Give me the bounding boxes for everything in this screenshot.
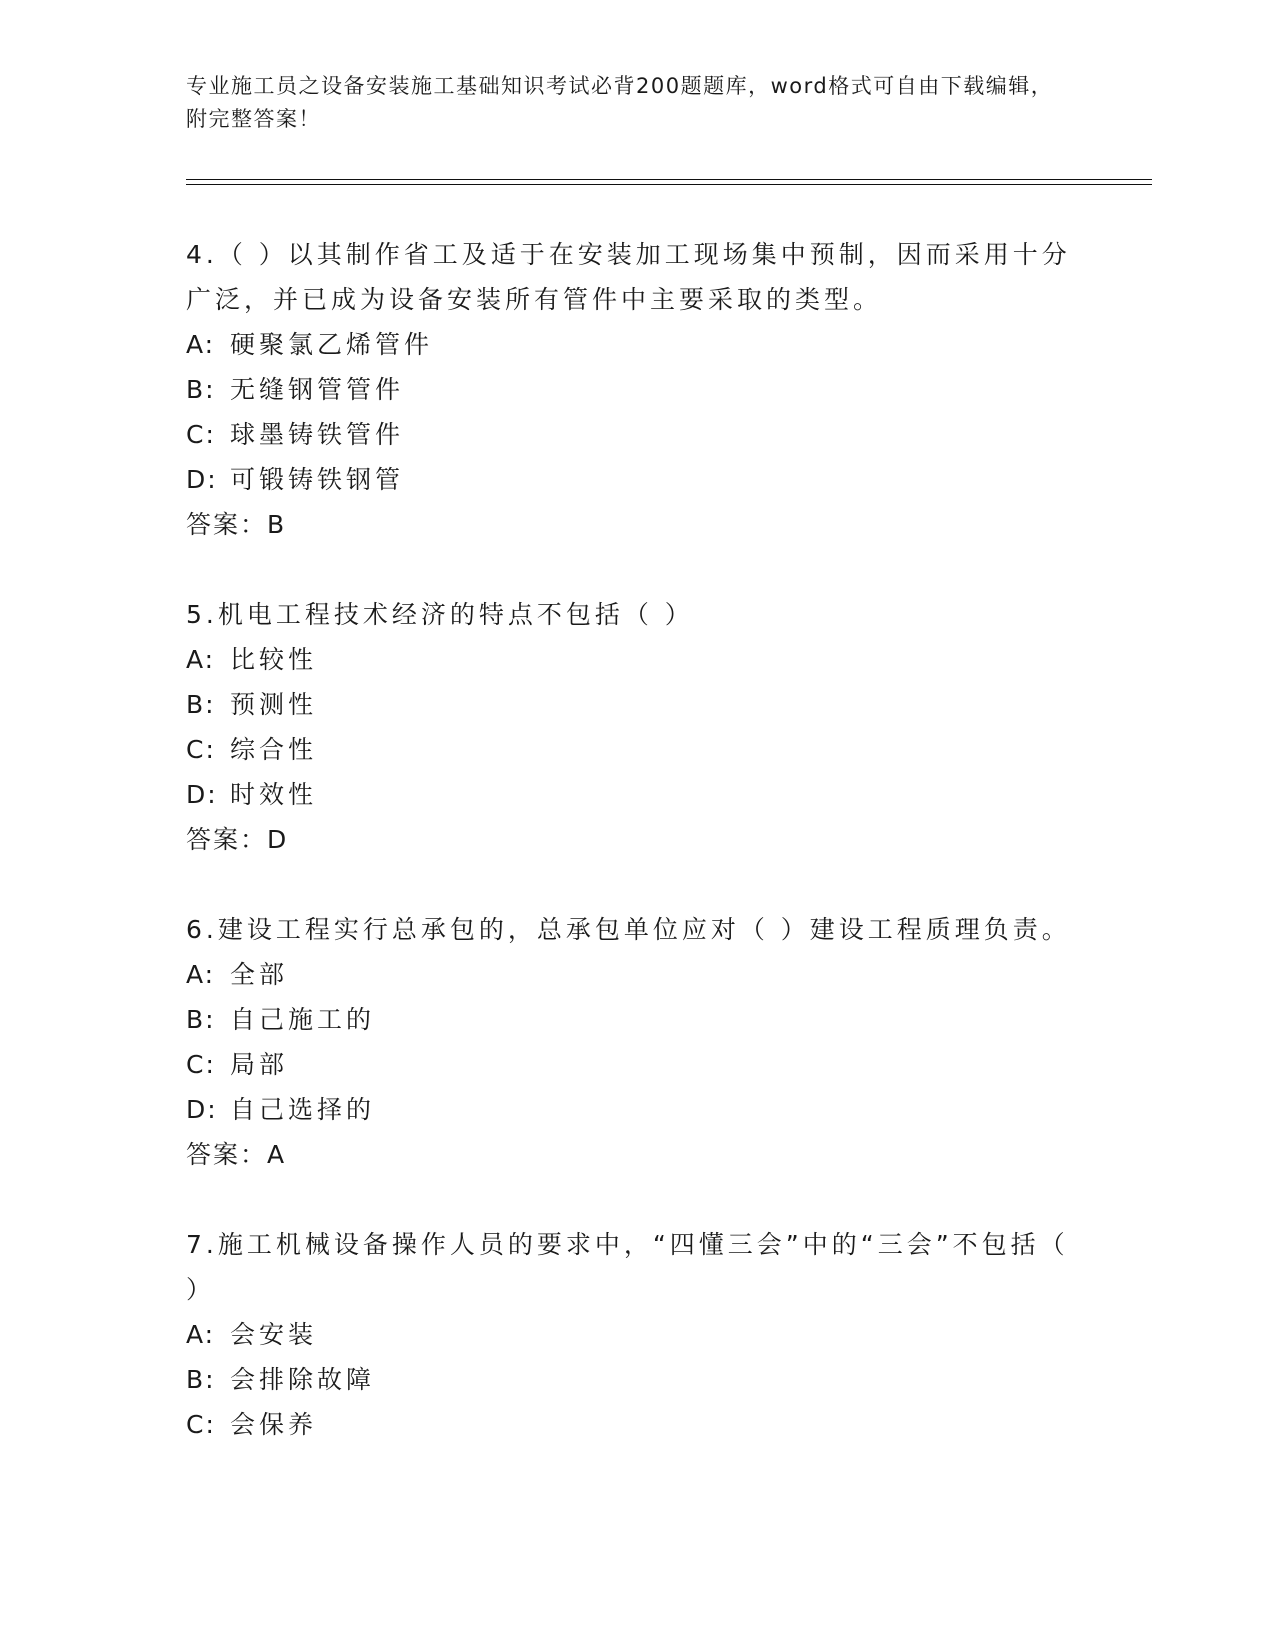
option-text: 会保养 — [230, 1410, 318, 1439]
question-4 — [186, 232, 1086, 547]
question-stem: 4.（ ）以其制作省工及适于在安装加工现场集中预制，因而采用十分广泛，并已成为设备安装所有管件中主要采取的类型。 — [186, 240, 1071, 314]
option-letter: C: — [186, 735, 216, 764]
question-6 — [186, 907, 1086, 1177]
question-5 — [186, 592, 1086, 862]
option-c — [186, 412, 1086, 457]
option-letter: C: — [186, 420, 216, 449]
option-a — [186, 952, 1086, 997]
option-b — [186, 1357, 1086, 1402]
option-b — [186, 682, 1086, 727]
option-letter: B: — [186, 375, 216, 404]
option-text: 全部 — [230, 960, 289, 989]
option-c — [186, 1402, 1086, 1447]
option-letter: C: — [186, 1050, 216, 1079]
option-a — [186, 322, 1086, 367]
option-text: 时效性 — [230, 780, 318, 809]
option-b — [186, 997, 1086, 1042]
option-text: 综合性 — [230, 735, 318, 764]
question-list — [186, 232, 1086, 1492]
option-d — [186, 1087, 1086, 1132]
question-stem: 5.机电工程技术经济的特点不包括（ ） — [186, 600, 694, 629]
option-letter: A: — [186, 1320, 216, 1349]
option-b — [186, 367, 1086, 412]
option-letter: A: — [186, 330, 216, 359]
option-c — [186, 727, 1086, 772]
option-d — [186, 457, 1086, 502]
option-text: 比较性 — [230, 645, 318, 674]
option-text: 可锻铸铁钢管 — [230, 465, 405, 494]
option-letter: A: — [186, 645, 216, 674]
question-7 — [186, 1222, 1086, 1447]
answer-line: 答案：D — [186, 825, 289, 854]
option-text: 会安装 — [230, 1320, 318, 1349]
option-c — [186, 1042, 1086, 1087]
option-text: 会排除故障 — [230, 1365, 376, 1394]
answer-line: 答案：B — [186, 510, 287, 539]
option-text: 局部 — [230, 1050, 289, 1079]
option-letter: D: — [186, 1095, 218, 1124]
option-letter: D: — [186, 465, 218, 494]
question-stem: 6.建设工程实行总承包的，总承包单位应对（ ）建设工程质理负责。 — [186, 915, 1071, 944]
question-stem: 7.施工机械设备操作人员的要求中，“四懂三会”中的“三会”不包括（ ） — [186, 1230, 1069, 1304]
document-header: 专业施工员之设备安装施工基础知识考试必背200题题库，word格式可自由下载编辑，附完整答案！ — [186, 74, 1054, 131]
option-letter: D: — [186, 780, 218, 809]
option-letter: A: — [186, 960, 216, 989]
header-divider-top — [186, 179, 1152, 180]
option-text: 预测性 — [230, 690, 318, 719]
option-text: 球墨铸铁管件 — [230, 420, 405, 449]
option-letter: B: — [186, 1005, 216, 1034]
option-letter: B: — [186, 1365, 216, 1394]
option-text: 自己施工的 — [230, 1005, 376, 1034]
answer-line: 答案：A — [186, 1140, 287, 1169]
option-d — [186, 772, 1086, 817]
header-divider-bottom — [186, 184, 1152, 185]
option-text: 自己选择的 — [230, 1095, 376, 1124]
option-letter: B: — [186, 690, 216, 719]
option-a — [186, 637, 1086, 682]
option-text: 硬聚氯乙烯管件 — [230, 330, 434, 359]
option-a — [186, 1312, 1086, 1357]
option-letter: C: — [186, 1410, 216, 1439]
option-text: 无缝钢管管件 — [230, 375, 405, 404]
